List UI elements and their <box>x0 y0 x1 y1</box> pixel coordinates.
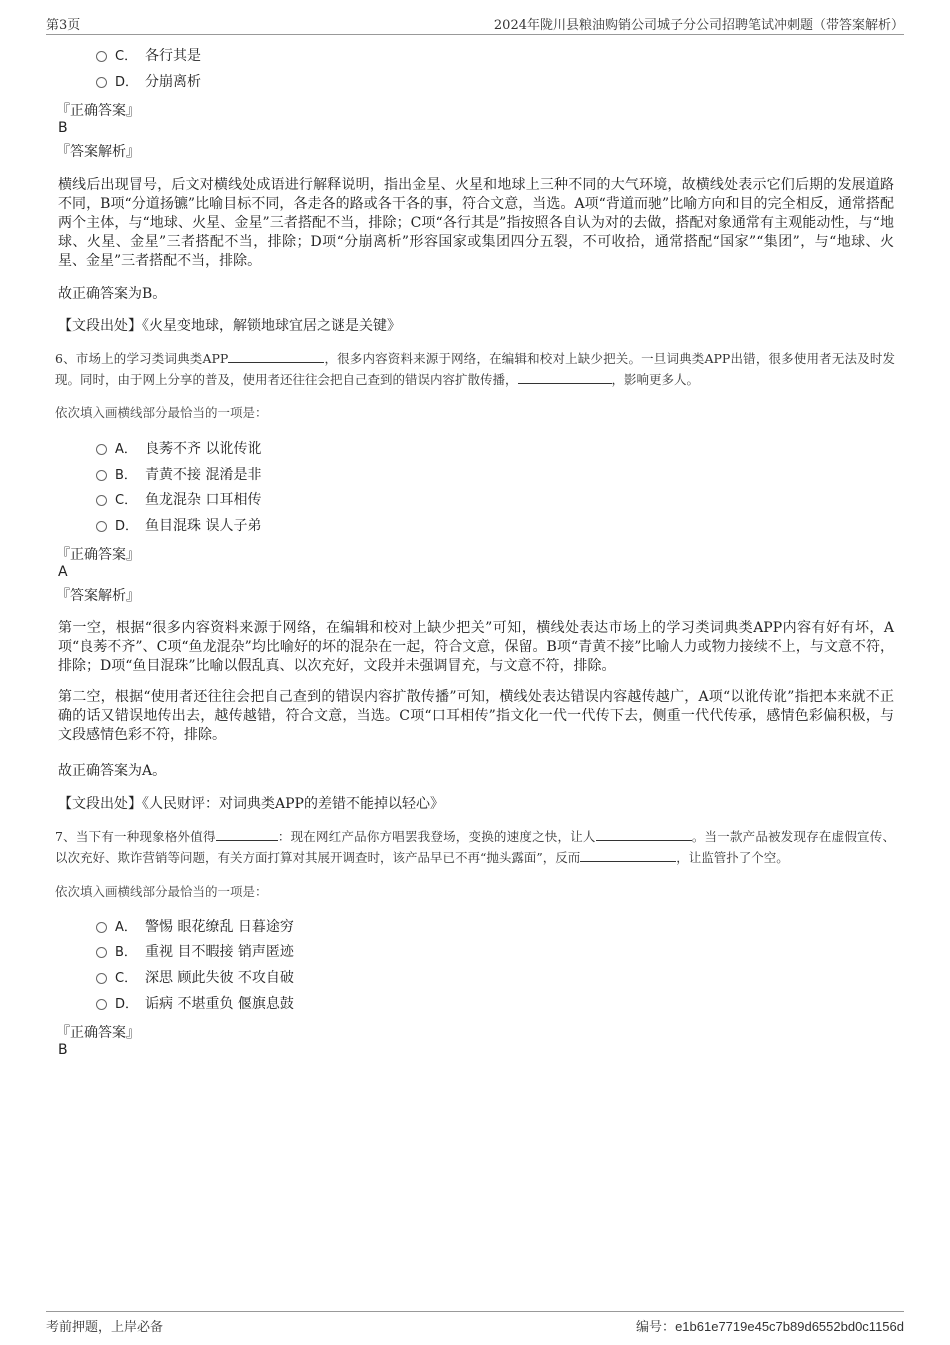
q6-option-a[interactable]: A． 良莠不齐 以讹传讹 <box>96 439 261 459</box>
conclusion-text: 故正确答案为A。 <box>58 763 167 779</box>
q7-option-a[interactable]: A． 警惕 眼花缭乱 日暮途穷 <box>96 917 294 937</box>
fill-blank <box>596 828 692 841</box>
q6-option-c[interactable]: C． 鱼龙混杂 口耳相传 <box>96 490 261 510</box>
document-code: 编号：e1b61e7719e45c7b89d6552bd0c1156d <box>636 1319 904 1335</box>
radio-icon[interactable] <box>96 973 107 984</box>
q6-option-b[interactable]: B． 青黄不接 混淆是非 <box>96 465 261 485</box>
header-rule <box>46 34 904 35</box>
conclusion-text: 故正确答案为B。 <box>58 286 167 302</box>
radio-icon[interactable] <box>96 444 107 455</box>
question-stem: 7、当下有一种现象格外值得 ：现在网红产品你方唱罢我登场，变换的速度之快，让人 。当一款产品被发现存在虚假宣传、以次充好、欺诈营销等问题，有关方面打算对其展开调查时，该产品早已不再“抛头露面”，反而 ，让监管扑了个空。 <box>55 829 895 865</box>
source-text: 【文段出处】《火星变地球，解锁地球宜居之谜是关键》 <box>58 318 401 334</box>
document-title: 2024年陇川县粮油购销公司城子分公司招聘笔试冲刺题（带答案解析） <box>493 18 904 33</box>
source-text: 【文段出处】《人民财评：对词典类APP的差错不能掉以轻心》 <box>58 796 444 812</box>
radio-icon[interactable] <box>96 999 107 1010</box>
radio-icon[interactable] <box>96 947 107 958</box>
radio-icon[interactable] <box>96 470 107 481</box>
analysis-text: 第一空，根据“很多内容资料来源于网络，在编辑和校对上缺少把关”可知，横线处表达市场上的学习类词典类APP内容有好有坏，A项“良莠不齐”、C项“鱼龙混杂”均比喻好的坏的混杂在一起，符合文意，保留。B项“青黄不接”比喻人力或物力接续不上，与文意不符，排除；D项“鱼目混珠”比喻以假乱真、以次充好，文段并未强调冒充，与文意不符，排除。 <box>58 620 894 674</box>
radio-icon[interactable] <box>96 495 107 506</box>
q7-option-c[interactable]: C． 深思 顾此失彼 不攻自破 <box>96 968 294 988</box>
page-number: 第3页 <box>46 18 81 33</box>
fill-blank <box>216 828 278 841</box>
question-stem: 6、市场上的学习类词典类APP ，很多内容资料来源于网络，在编辑和校对上缺少把关。一旦词典类APP出错，很多使用者无法及时发现。同时，由于网上分享的普及，使用者还往往会把自己查到的错误内容扩散传播， ，影响更多人。 <box>55 351 895 387</box>
radio-icon[interactable] <box>96 51 107 62</box>
footer-rule <box>46 1311 904 1312</box>
question-prompt: 依次填入画横线部分最恰当的一项是： <box>55 405 268 420</box>
fill-blank <box>518 371 612 384</box>
analysis-text: 第二空，根据“使用者还往往会把自己查到的错误内容扩散传播”可知，横线处表达错误内容越传越广，A项“以讹传讹”指把本来就不正确的话又错误地传出去，越传越错，符合文意，当选。C项“口耳相传”指文化一代一代传下去，侧重一代代传承，感情色彩偏积极，与文段感情色彩不符，排除。 <box>58 689 894 743</box>
q7-option-d[interactable]: D． 诟病 不堪重负 偃旗息鼓 <box>96 994 294 1014</box>
answer-label: 『正确答案』 <box>56 103 140 119</box>
radio-icon[interactable] <box>96 922 107 933</box>
question-prompt: 依次填入画横线部分最恰当的一项是： <box>55 884 268 899</box>
answer-value: B <box>58 120 68 136</box>
answer-value: B <box>58 1042 68 1058</box>
answer-value: A <box>58 564 68 580</box>
q6-option-d[interactable]: D． 鱼目混珠 误人子弟 <box>96 516 261 536</box>
fill-blank <box>580 849 676 862</box>
answer-label: 『正确答案』 <box>56 1025 140 1041</box>
analysis-text: 横线后出现冒号，后文对横线处成语进行解释说明，指出金星、火星和地球上三种不同的大气环境，故横线处表示它们后期的发展道路不同，B项“分道扬镳”比喻目标不同，各走各的路或各干各的事，符合文意，当选。A项“背道而驰”比喻方向和目的完全相反，通常搭配两个主体，与“地球、火星、金星”三者搭配不当，排除；C项“各行其是”指按照各自认为对的去做，搭配对象通常有主观能动性，与“地球、火星、金星”三者搭配不当，排除；D项“分崩离析”形容国家或集团四分五裂，不可收拾，通常搭配“国家”“集团”，与“地球、火星、金星”三者搭配不当，排除。 <box>58 177 894 269</box>
radio-icon[interactable] <box>96 77 107 88</box>
footer-slogan: 考前押题，上岸必备 <box>46 1320 164 1335</box>
answer-label: 『正确答案』 <box>56 547 140 563</box>
q5-option-c[interactable]: C． 各行其是 <box>96 46 201 66</box>
q7-option-b[interactable]: B． 重视 目不暇接 销声匿迹 <box>96 942 294 962</box>
fill-blank <box>228 350 324 363</box>
analysis-label: 『答案解析』 <box>56 144 140 160</box>
radio-icon[interactable] <box>96 521 107 532</box>
q5-option-d[interactable]: D． 分崩离析 <box>96 72 201 92</box>
analysis-label: 『答案解析』 <box>56 588 140 604</box>
